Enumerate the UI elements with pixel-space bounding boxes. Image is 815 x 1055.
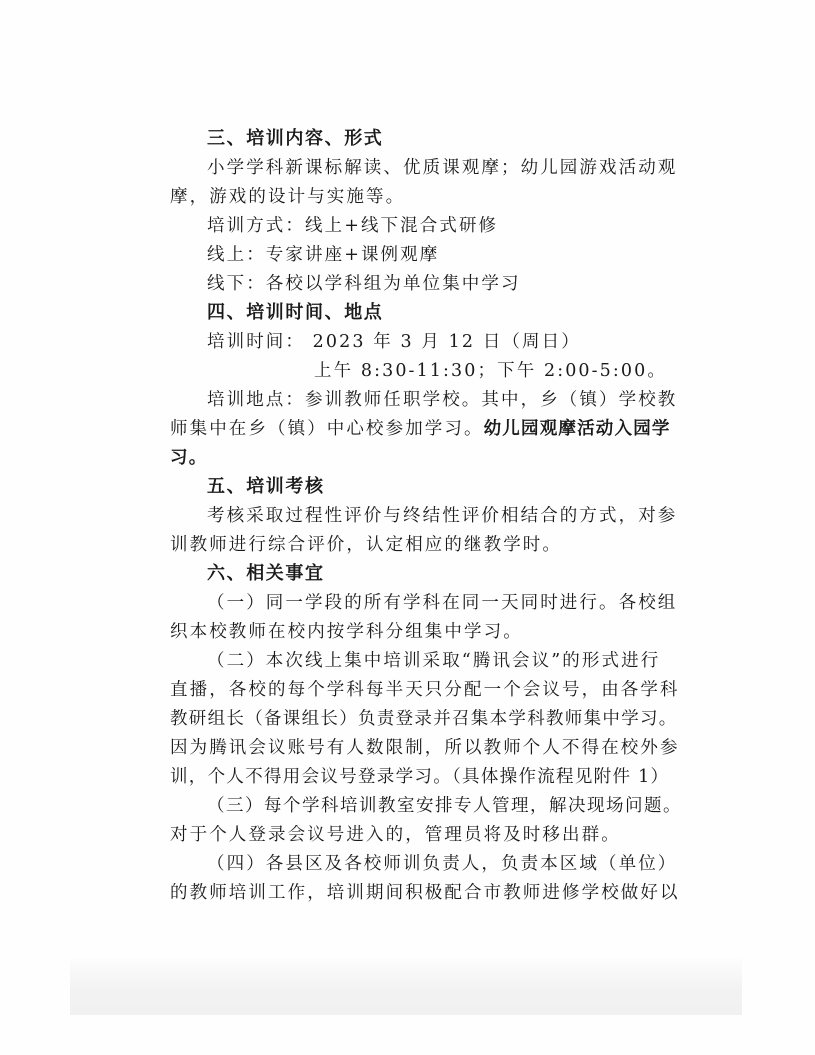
training-time-line-2: 上午 8:30-11:30；下午 2:00-5:00。 [314, 361, 667, 381]
section3-paragraph-line-1: 小学学科新课标解读、优质课观摩；幼儿园游戏活动观 [207, 158, 678, 178]
item1-line-2: 织本校教师在校内按学科分组集中学习。 [170, 622, 523, 642]
item4-line-2: 的教师培训工作，培训期间积极配合市教师进修学校做好以 [170, 883, 680, 903]
training-place-line-1: 培训地点：参训教师任职学校。其中，乡（镇）学校教 [207, 390, 678, 410]
offline-line: 线下：各校以学科组为单位集中学习 [207, 274, 521, 294]
section3-paragraph-line-2: 摩，游戏的设计与实施等。 [170, 187, 406, 207]
scan-shadow [70, 955, 742, 1015]
training-time-line-1: 培训时间： 2023 年 3 月 12 日（周日） [207, 332, 581, 352]
section-heading-4: 四、培训时间、地点 [207, 302, 384, 323]
item2-line-3: 教研组长（备课组长）负责登录并召集本学科教师集中学习。 [170, 709, 678, 729]
item1-line-1: （一）同一学段的所有学科在同一天同时进行。各校组 [207, 593, 678, 613]
section-heading-5: 五、培训考核 [207, 476, 325, 497]
item3-line-2: 对于个人登录会议号进入的，管理员将及时移出群。 [170, 825, 621, 845]
assessment-line-2: 训教师进行综合评价，认定相应的继教学时。 [170, 535, 562, 555]
section-heading-3: 三、培训内容、形式 [207, 128, 384, 149]
item3-line-1: （三）每个学科培训教室安排专人管理，解决现场问题。 [207, 796, 682, 816]
assessment-line-1: 考核采取过程性评价与终结性评价相结合的方式，对参 [207, 506, 678, 526]
item2-line-5: 训，个人不得用会议号登录学习。（具体操作流程见附件 1） [170, 767, 670, 787]
training-place-line-3: 习。 [170, 448, 208, 468]
item2-line-4: 因为腾讯会议账号有人数限制，所以教师个人不得在校外参 [170, 738, 680, 758]
kindergarten-observation-bold: 幼儿园观摩活动入园学 [483, 419, 671, 439]
item2-line-1: （二）本次线上集中培训采取“腾讯会议”的形式进行 [207, 651, 661, 671]
online-line: 线上：专家讲座+课例观摩 [207, 245, 440, 265]
training-place-line-2 [170, 418, 671, 440]
section-heading-6: 六、相关事宜 [207, 563, 325, 584]
training-mode-line: 培训方式：线上+线下混合式研修 [207, 216, 499, 236]
training-place-text: 师集中在乡（镇）中心校参加学习。 [170, 419, 484, 439]
item4-line-1: （四）各县区及各校师训负责人，负责本区域（单位） [207, 854, 678, 874]
item2-line-2: 直播，各校的每个学科每半天只分配一个会议号，由各学科 [170, 680, 680, 700]
